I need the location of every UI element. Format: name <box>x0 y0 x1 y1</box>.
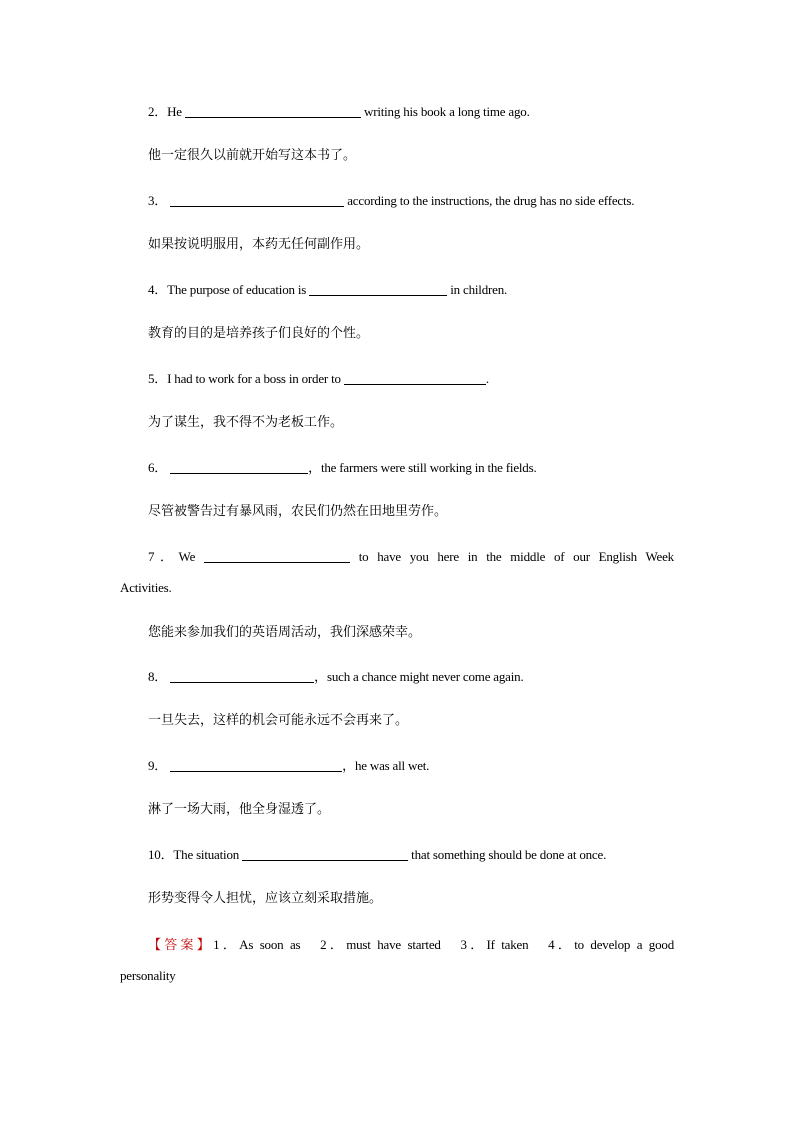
answer-blank <box>344 372 486 385</box>
translation-4: 教育的目的是培养孩子们良好的个性。 <box>148 326 370 341</box>
question-9 <box>148 758 429 774</box>
translation-9: 淋了一场大雨，他全身湿透了。 <box>148 802 331 817</box>
question-5 <box>148 371 489 387</box>
translation-2: 他一定很久以前就开始写这本书了。 <box>148 148 357 163</box>
question-text-after: writing his book a long time ago. <box>364 104 530 119</box>
question-text-before: We <box>178 549 196 564</box>
question-text-before: I had to work for a boss in order to <box>167 371 341 386</box>
answer-blank <box>185 105 361 118</box>
translation-10: 形势变得令人担忧，应该立刻采取措施。 <box>148 891 383 906</box>
answer-block <box>148 937 674 954</box>
question-text-before: The purpose of education is <box>167 282 307 297</box>
question-number: 10． <box>148 847 174 862</box>
answer-blank <box>170 461 308 474</box>
translation-3: 如果按说明服用，本药无任何副作用。 <box>148 237 370 252</box>
question-number: 3． <box>148 193 168 208</box>
translation-6: 尽管被警告过有暴风雨，农民们仍然在田地里劳作。 <box>148 504 448 519</box>
question-text-after: ，the farmers were still working in the fields. <box>308 460 537 475</box>
question-number: 5． <box>148 371 168 386</box>
question-8 <box>148 669 524 685</box>
question-text-after: according to the instructions, the drug has no side effects. <box>347 193 635 208</box>
answer-blank <box>242 848 408 861</box>
question-text-after: . <box>485 371 489 386</box>
translation-8: 一旦失去，这样的机会可能永远不会再来了。 <box>148 713 409 728</box>
question-text-before: He <box>167 104 182 119</box>
question-text-after: to have you here in the middle of our English Week <box>358 549 674 564</box>
question-text-after: in children. <box>450 282 508 297</box>
translation-7: 您能来参加我们的英语周活动，我们深感荣幸。 <box>148 625 422 640</box>
question-text-after: that something should be done at once. <box>411 847 607 862</box>
answer-text: 1．As soon as 2．must have started 3．If taken 4．to develop a good <box>213 937 674 952</box>
answer-continuation: personality <box>120 968 176 983</box>
answer-blank <box>170 759 342 772</box>
question-number: 8． <box>148 669 168 684</box>
question-10 <box>148 847 606 863</box>
question-6 <box>148 460 537 476</box>
answer-blank <box>170 194 344 207</box>
question-2 <box>148 104 530 120</box>
question-number: 7． <box>148 549 179 564</box>
answer-blank <box>309 283 447 296</box>
question-4 <box>148 282 507 298</box>
question-text-after: ，such a chance might never come again. <box>314 669 524 684</box>
question-7-continuation: Activities. <box>120 580 172 595</box>
answer-label: 【答案】 <box>148 938 214 953</box>
answer-blank <box>170 670 314 683</box>
question-text-after: ，he was all wet. <box>342 758 430 773</box>
translation-5: 为了谋生，我不得不为老板工作。 <box>148 415 344 430</box>
question-3 <box>148 193 634 209</box>
question-text-before: The situation <box>173 847 240 862</box>
question-number: 9． <box>148 758 168 773</box>
question-number: 2． <box>148 104 168 119</box>
question-number: 4． <box>148 282 168 297</box>
answer-blank <box>204 550 350 563</box>
question-number: 6． <box>148 460 168 475</box>
question-7 <box>148 549 674 565</box>
